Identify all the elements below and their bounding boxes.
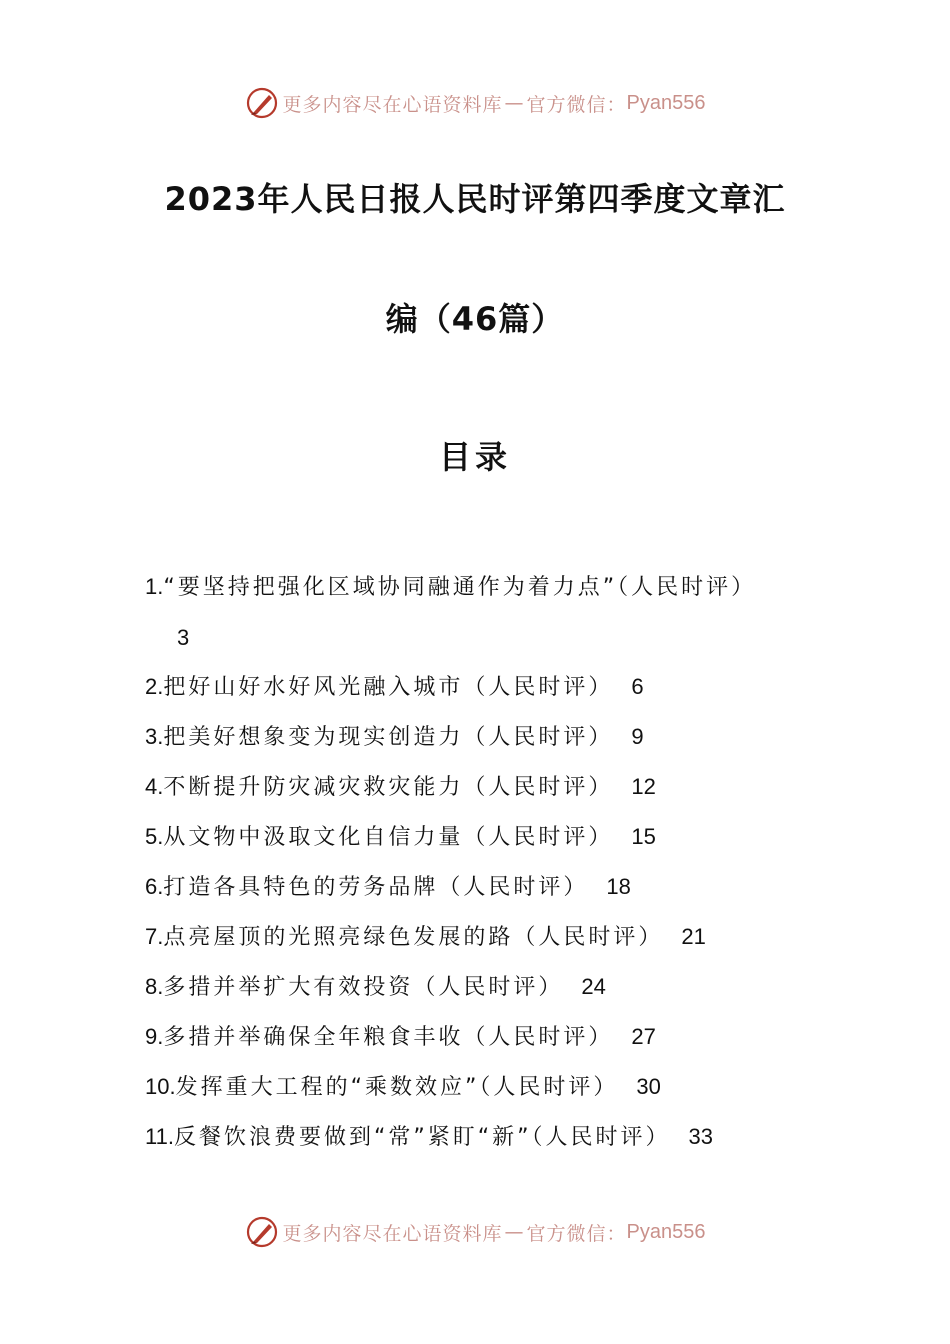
toc-entry-title: 把美好想象变为现实创造力（人民时评） <box>163 725 614 750</box>
table-of-contents <box>145 562 825 1162</box>
toc-entry-number: 6. <box>145 874 164 899</box>
pen-logo-icon <box>245 86 279 120</box>
toc-entry[interactable] <box>145 812 825 862</box>
toc-entry-number: 11. <box>145 1124 174 1149</box>
toc-entry-page: 33 <box>688 1124 714 1149</box>
footer-banner-text: 更多内容尽在心语资料库 <box>282 1222 503 1245</box>
toc-entry-title: “要坚持把强化区域协同融通作为着力点”（人民时评） <box>163 575 757 600</box>
toc-entry[interactable] <box>145 862 825 912</box>
toc-entry[interactable] <box>145 1012 825 1062</box>
header-banner-separator: — <box>504 92 525 114</box>
toc-entry[interactable] <box>145 912 825 962</box>
toc-entry-page: 12 <box>631 774 656 799</box>
toc-entry[interactable] <box>145 562 825 662</box>
document-title-line-1: 2023年人民日报人民时评第四季度文章汇 <box>164 180 786 218</box>
toc-entry-page: 9 <box>631 724 644 749</box>
toc-entry-page: 18 <box>606 874 631 899</box>
toc-entry-number: 9. <box>145 1024 164 1049</box>
toc-entry-page: 6 <box>631 674 644 699</box>
toc-entry-page: 3 <box>177 625 190 650</box>
toc-entry-page: 30 <box>636 1074 661 1099</box>
toc-entry-number: 3. <box>145 724 164 749</box>
footer-wechat-id: Pyan556 <box>626 1220 706 1243</box>
toc-entry-title: 点亮屋顶的光照亮绿色发展的路（人民时评） <box>163 925 664 950</box>
toc-entry[interactable] <box>145 662 825 712</box>
toc-entry[interactable] <box>145 1112 825 1162</box>
toc-entry-page: 21 <box>681 924 706 949</box>
toc-entry-title: 多措并举确保全年粮食丰收（人民时评） <box>163 1025 614 1050</box>
toc-heading: 目录 <box>438 438 511 476</box>
toc-entry-number: 1. <box>145 574 164 599</box>
toc-entry[interactable] <box>145 712 825 762</box>
toc-entry-number: 10. <box>145 1074 176 1099</box>
header-wechat-label: 官方微信： <box>526 93 627 116</box>
toc-entry[interactable] <box>145 762 825 812</box>
footer-wechat-label: 官方微信： <box>526 1222 627 1245</box>
toc-entry-title: 打造各具特色的劳务品牌（人民时评） <box>163 875 589 900</box>
toc-entry-number: 2. <box>145 674 164 699</box>
toc-entry[interactable] <box>145 1062 825 1112</box>
toc-entry-number: 7. <box>145 924 164 949</box>
toc-entry-title: 多措并举扩大有效投资（人民时评） <box>163 975 564 1000</box>
toc-entry-title: 把好山好水好风光融入城市（人民时评） <box>163 675 614 700</box>
toc-entry-page: 27 <box>631 1024 656 1049</box>
toc-entry-page: 24 <box>581 974 606 999</box>
document-title-line-2: 编（46篇） <box>385 300 565 338</box>
footer-banner-separator: — <box>504 1221 525 1243</box>
toc-entry-title: 发挥重大工程的“乘数效应”（人民时评） <box>175 1075 619 1100</box>
toc-entry-number: 8. <box>145 974 164 999</box>
toc-entry[interactable] <box>145 962 825 1012</box>
toc-entry-title: 不断提升防灾减灾救灾能力（人民时评） <box>163 775 614 800</box>
toc-entry-number: 4. <box>145 774 164 799</box>
header-banner <box>0 83 950 123</box>
toc-entry-title: 反餐饮浪费要做到“常”紧盯“新”（人民时评） <box>173 1125 671 1150</box>
footer-banner <box>0 1212 950 1252</box>
toc-entry-number: 5. <box>145 824 164 849</box>
toc-entry-page: 15 <box>631 824 656 849</box>
header-banner-text: 更多内容尽在心语资料库 <box>282 93 503 116</box>
toc-entry-title: 从文物中汲取文化自信力量（人民时评） <box>163 825 614 850</box>
header-wechat-id: Pyan556 <box>626 91 706 114</box>
pen-logo-icon <box>245 1215 279 1249</box>
